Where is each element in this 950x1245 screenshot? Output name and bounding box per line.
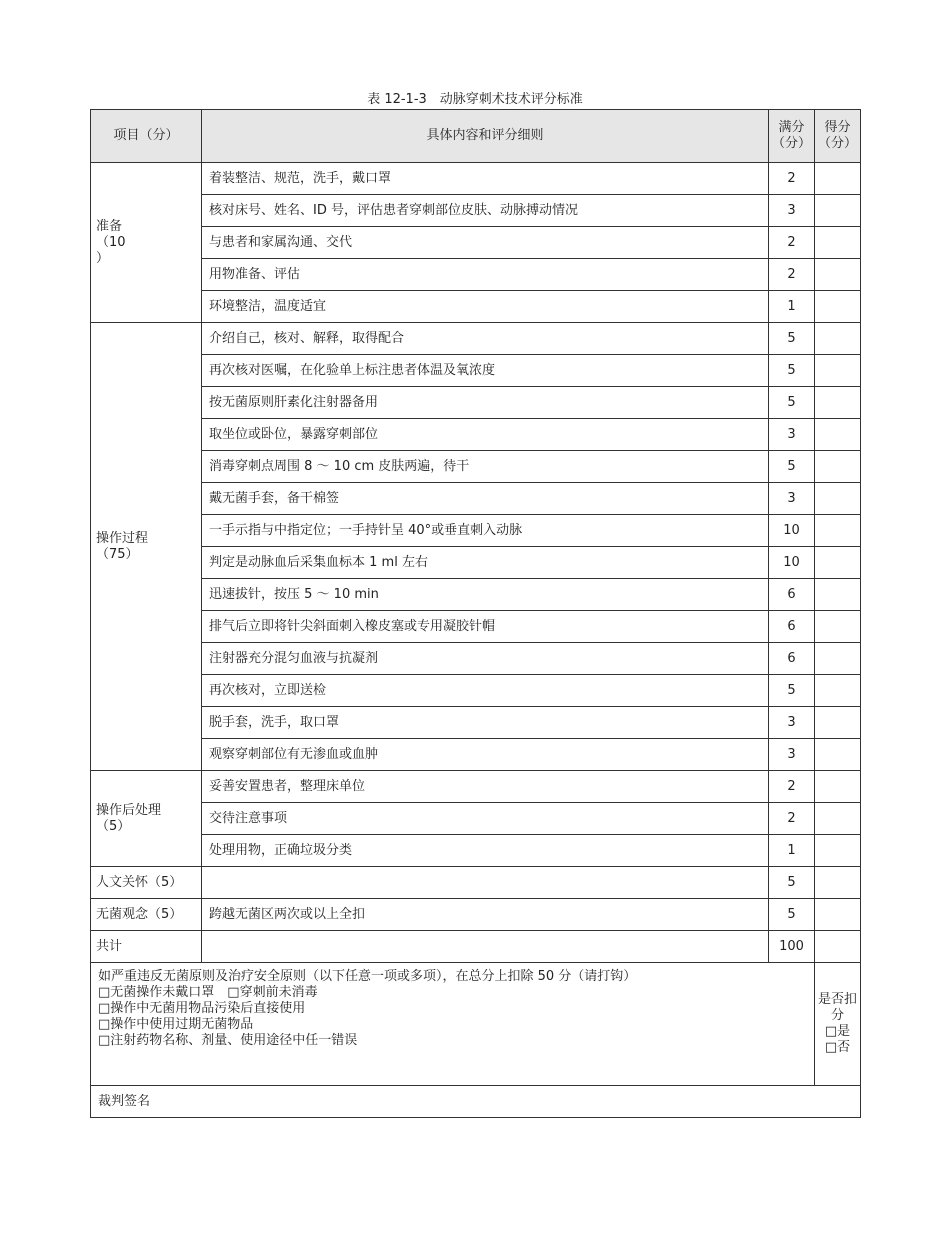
table-row xyxy=(91,867,861,899)
category-label-line: （10 xyxy=(96,234,126,250)
obtained-score-cell[interactable] xyxy=(815,355,861,387)
category-label-line: 准备 xyxy=(96,218,123,234)
criteria-text: 再次核对，立即送检 xyxy=(202,675,769,707)
category-cell: 共计 xyxy=(91,931,202,963)
deduct-cell xyxy=(815,963,861,1086)
criteria-text: 介绍自己，核对、解释，取得配合 xyxy=(202,323,769,355)
criteria-text xyxy=(202,867,769,899)
full-score-value: 5 xyxy=(769,451,815,483)
full-score-value: 6 xyxy=(769,643,815,675)
obtained-score-cell[interactable] xyxy=(815,483,861,515)
penalty-line[interactable]: □操作中使用过期无菌物品 xyxy=(98,1017,254,1032)
full-score-value: 1 xyxy=(769,291,815,323)
deduct-no-checkbox[interactable]: □否 xyxy=(824,1040,851,1055)
table-row xyxy=(91,163,861,195)
category-label-line: 操作后处理 xyxy=(96,802,162,818)
criteria-text: 脱手套，洗手，取口罩 xyxy=(202,707,769,739)
criteria-text: 交待注意事项 xyxy=(202,803,769,835)
obtained-score-cell[interactable] xyxy=(815,515,861,547)
table-row xyxy=(91,259,861,291)
obtained-score-cell[interactable] xyxy=(815,259,861,291)
obtained-score-cell[interactable] xyxy=(815,195,861,227)
table-row xyxy=(91,771,861,803)
obtained-score-cell[interactable] xyxy=(815,387,861,419)
header-item: 项目（分） xyxy=(91,110,202,163)
header-full-score-line2: （分） xyxy=(771,136,811,151)
obtained-score-cell[interactable] xyxy=(815,323,861,355)
penalty-rules xyxy=(91,963,815,1086)
header-content: 具体内容和评分细则 xyxy=(202,110,769,163)
table-row xyxy=(91,195,861,227)
header-full-score-line1: 满分 xyxy=(778,120,805,135)
header-full-score xyxy=(769,110,815,163)
header-obtained-score xyxy=(815,110,861,163)
penalty-line[interactable]: □注射药物名称、剂量、使用途径中任一错误 xyxy=(98,1033,358,1048)
criteria-text: 取坐位或卧位，暴露穿刺部位 xyxy=(202,419,769,451)
full-score-value: 2 xyxy=(769,803,815,835)
criteria-text xyxy=(202,931,769,963)
penalty-row xyxy=(91,963,861,1086)
criteria-text: 再次核对医嘱，在化验单上标注患者体温及氧浓度 xyxy=(202,355,769,387)
full-score-value: 10 xyxy=(769,515,815,547)
obtained-score-cell[interactable] xyxy=(815,867,861,899)
full-score-value: 2 xyxy=(769,771,815,803)
obtained-score-cell[interactable] xyxy=(815,451,861,483)
category-label-line: （5） xyxy=(96,818,131,834)
table-row xyxy=(91,931,861,963)
table-row xyxy=(91,835,861,867)
full-score-value: 1 xyxy=(769,835,815,867)
obtained-score-cell[interactable] xyxy=(815,163,861,195)
table-body xyxy=(91,163,861,1118)
criteria-text: 判定是动脉血后采集血标本 1 ml 左右 xyxy=(202,547,769,579)
criteria-text: 按无菌原则肝素化注射器备用 xyxy=(202,387,769,419)
criteria-text: 一手示指与中指定位；一手持针呈 40°或垂直刺入动脉 xyxy=(202,515,769,547)
penalty-line[interactable]: □操作中无菌用物品污染后直接使用 xyxy=(98,1001,306,1016)
obtained-score-cell[interactable] xyxy=(815,419,861,451)
full-score-value: 100 xyxy=(769,931,815,963)
criteria-text: 迅速拔针，按压 5 ～ 10 min xyxy=(202,579,769,611)
obtained-score-cell[interactable] xyxy=(815,931,861,963)
table-row xyxy=(91,547,861,579)
category-cell: 人文关怀（5） xyxy=(91,867,202,899)
full-score-value: 10 xyxy=(769,547,815,579)
full-score-value: 3 xyxy=(769,483,815,515)
table-row xyxy=(91,387,861,419)
table-row xyxy=(91,899,861,931)
criteria-text: 跨越无菌区两次或以上全扣 xyxy=(202,899,769,931)
obtained-score-cell[interactable] xyxy=(815,547,861,579)
penalty-line[interactable]: □无菌操作未戴口罩 □穿刺前未消毒 xyxy=(98,985,318,1000)
full-score-value: 5 xyxy=(769,899,815,931)
table-row xyxy=(91,227,861,259)
obtained-score-cell[interactable] xyxy=(815,899,861,931)
table-caption: 表 12-1-3 动脉穿刺术技术评分标准 xyxy=(367,92,583,107)
category-label-line: （75） xyxy=(96,546,139,562)
full-score-value: 3 xyxy=(769,419,815,451)
obtained-score-cell[interactable] xyxy=(815,707,861,739)
table-row xyxy=(91,643,861,675)
penalty-line[interactable]: 如严重违反无菌原则及治疗安全原则（以下任意一项或多项），在总分上扣除 50 分（请打钩） xyxy=(98,969,637,984)
full-score-value: 2 xyxy=(769,163,815,195)
signature-label[interactable]: 裁判签名 xyxy=(91,1086,861,1118)
criteria-text: 环境整洁，温度适宜 xyxy=(202,291,769,323)
table-row xyxy=(91,579,861,611)
deduct-title: 是否扣分 xyxy=(817,992,857,1023)
full-score-value: 6 xyxy=(769,611,815,643)
obtained-score-cell[interactable] xyxy=(815,803,861,835)
criteria-text: 与患者和家属沟通、交代 xyxy=(202,227,769,259)
obtained-score-cell[interactable] xyxy=(815,611,861,643)
scoring-table xyxy=(90,109,861,1118)
full-score-value: 2 xyxy=(769,227,815,259)
table-row xyxy=(91,323,861,355)
criteria-text: 核对床号、姓名、ID 号，评估患者穿刺部位皮肤、动脉搏动情况 xyxy=(202,195,769,227)
table-row xyxy=(91,355,861,387)
category-cell xyxy=(91,771,202,867)
obtained-score-cell[interactable] xyxy=(815,675,861,707)
criteria-text: 戴无菌手套，备干棉签 xyxy=(202,483,769,515)
full-score-value: 5 xyxy=(769,387,815,419)
criteria-text: 用物准备、评估 xyxy=(202,259,769,291)
criteria-text: 注射器充分混匀血液与抗凝剂 xyxy=(202,643,769,675)
table-row xyxy=(91,707,861,739)
criteria-text: 处理用物，正确垃圾分类 xyxy=(202,835,769,867)
obtained-score-cell[interactable] xyxy=(815,227,861,259)
table-row xyxy=(91,675,861,707)
criteria-text: 观察穿刺部位有无渗血或血肿 xyxy=(202,739,769,771)
full-score-value: 3 xyxy=(769,707,815,739)
criteria-text: 排气后立即将针尖斜面刺入橡皮塞或专用凝胶针帽 xyxy=(202,611,769,643)
obtained-score-cell[interactable] xyxy=(815,291,861,323)
obtained-score-cell[interactable] xyxy=(815,579,861,611)
obtained-score-cell[interactable] xyxy=(815,739,861,771)
table-row xyxy=(91,611,861,643)
criteria-text: 消毒穿刺点周围 8 ～ 10 cm 皮肤两遍，待干 xyxy=(202,451,769,483)
full-score-value: 5 xyxy=(769,355,815,387)
header-obtained-score-line1: 得分 xyxy=(824,120,851,135)
category-cell xyxy=(91,323,202,771)
header-obtained-score-line2: （分） xyxy=(817,136,857,151)
full-score-value: 5 xyxy=(769,675,815,707)
table-row xyxy=(91,419,861,451)
full-score-value: 5 xyxy=(769,867,815,899)
table-row xyxy=(91,483,861,515)
signature-row xyxy=(91,1086,861,1118)
full-score-value: 5 xyxy=(769,323,815,355)
obtained-score-cell[interactable] xyxy=(815,771,861,803)
category-label-line: 操作过程 xyxy=(96,530,149,546)
deduct-yes-checkbox[interactable]: □是 xyxy=(824,1024,851,1039)
header-row xyxy=(91,110,861,163)
obtained-score-cell[interactable] xyxy=(815,643,861,675)
criteria-text: 着装整洁、规范，洗手，戴口罩 xyxy=(202,163,769,195)
category-label-line: ） xyxy=(96,250,110,266)
table-row xyxy=(91,739,861,771)
full-score-value: 6 xyxy=(769,579,815,611)
category-cell: 无菌观念（5） xyxy=(91,899,202,931)
table-row xyxy=(91,515,861,547)
table-row xyxy=(91,291,861,323)
table-row xyxy=(91,803,861,835)
obtained-score-cell[interactable] xyxy=(815,835,861,867)
full-score-value: 3 xyxy=(769,739,815,771)
table-row xyxy=(91,451,861,483)
full-score-value: 2 xyxy=(769,259,815,291)
criteria-text: 妥善安置患者，整理床单位 xyxy=(202,771,769,803)
category-cell xyxy=(91,163,202,323)
full-score-value: 3 xyxy=(769,195,815,227)
